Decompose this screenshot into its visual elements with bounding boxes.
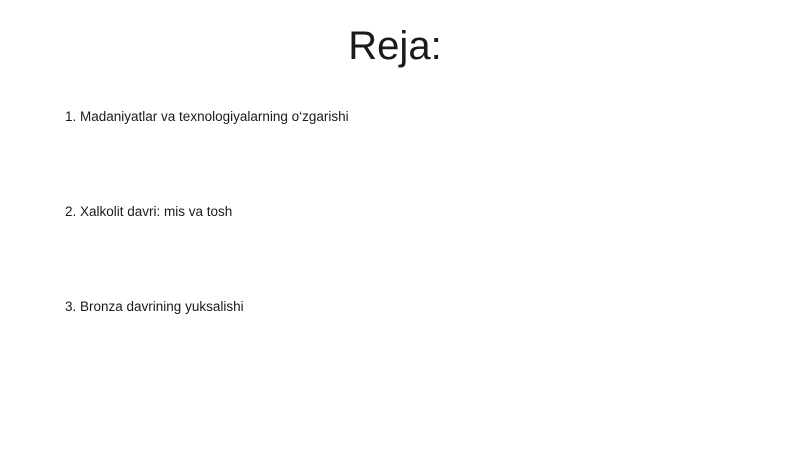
agenda-item-2: 2. Xalkolit davri: mis va tosh [65,204,233,219]
agenda-item-1: 1. Madaniyatlar va texnologiyalarning o‘zgarishi [65,109,349,124]
slide-title: Reja: [348,24,442,68]
agenda-item-3: 3. Bronza davrining yuksalishi [65,299,244,314]
